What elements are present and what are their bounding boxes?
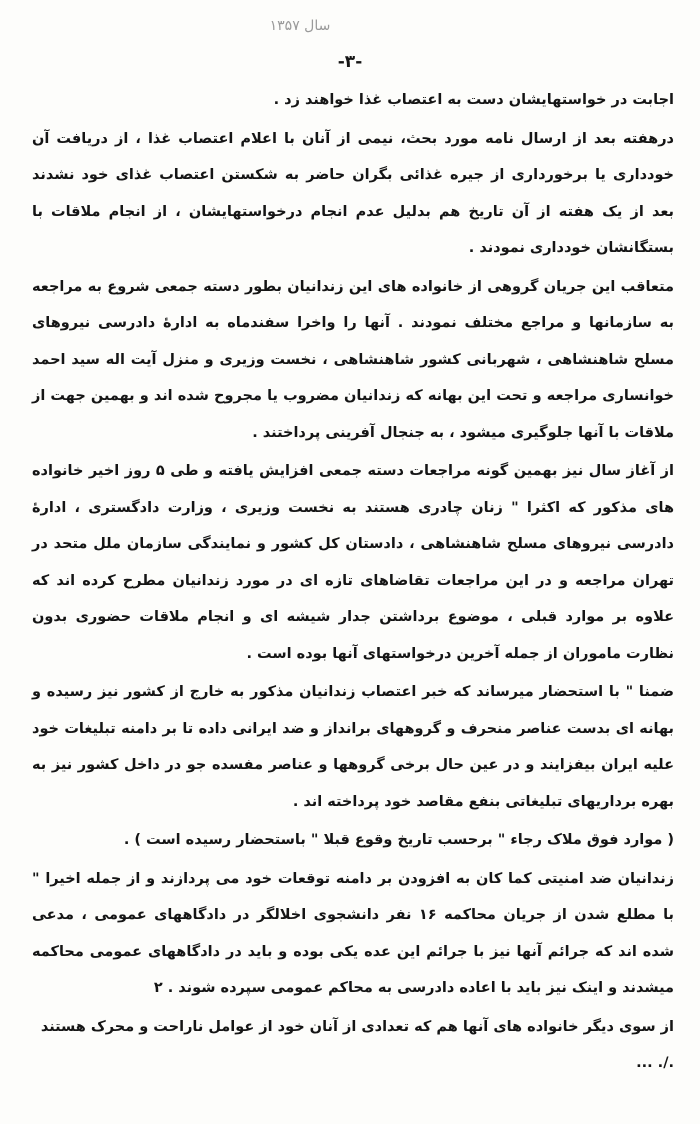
paragraph-2: درهفته بعد از ارسال نامه مورد بحث، نیمی از آنان با اعلام اعتصاب غذا ، از دریافت آن خودداری یا برخورداری از جیره غذائی بگران حاضر به شکستن اعتصاب غذای خود نشدند بعد از یک هفته از آن تاریخ هم بدلیل عدم انجام درخواستهایشان ، از انجام ملاقات با بستگانشان خودداری نمودند . bbox=[32, 130, 674, 256]
paragraph-1: اجابت در خواستهایشان دست به اعتصاب غذا خواهند زد . bbox=[273, 92, 674, 108]
paragraph-3: متعاقب این جریان گروهی از خانواده های این زندانیان بطور دسته جمعی شروع به مراجعه به سازمانها و مراجع مختلف نمودند . آنها را واخرا سفندماه به ادارهٔ دادرسی نیروهای مسلح شاهنشاهی ، شهربانی کشور شاهنشاهی ، نخست وزیری و منزل آیت اله سید احمد خوانساری مراجعه و تحت این بهانه که زندانیان مضروب یا مجروح شده اند و بهمین جهت از ملاقات با آنها جلوگیری میشود ، به جنجال آفرینی پرداختند . bbox=[32, 278, 674, 441]
paragraph-6: ( موارد فوق ملاک رجاء " برحسب تاریخ وقوع قبلا " باستحضار رسیده است ) . bbox=[123, 832, 674, 848]
paragraph-5: ضمنا " با استحضار میرساند که خبر اعتصاب زندانیان مذکور به خارج از کشور نیز رسیده و بهانه ای بدست عناصر منحرف و گروههای برانداز و ضد ایرانی داده تا بر دامنه تبلیغات خود علیه ایران بیفزایند و در عین حال برخی گروهها و عناصر مفسده جو در داخل کشور نیز به بهره برداریهای تبلیغاتی بنفع مقاصد خود پرداخته اند . bbox=[32, 684, 674, 810]
paragraph-7: زندانیان ضد امنیتی کما کان به افزودن بر دامنه توقعات خود می پردازند و از جمله اخیرا " با مطلع شدن از جریان محاکمه ۱۶ نفر دانشجوی اخلالگر در دادگاههای عمومی ، مدعی شده اند که جرائم آنها نیز با جرائم این عده یکی بوده و باید در دادگاههای عمومی محاکمه میشدند و اینک نیز باید با اعاده دادرسی به محاکم عمومی سپرده شوند . ۲ bbox=[32, 870, 674, 996]
paragraph-8: از سوی دیگر خانواده های آنها هم که تعدادی از آنان خود از عوامل ناراحت و محرک هستند ./. ... bbox=[40, 1018, 674, 1071]
faded-header-stamp: سال ۱۳۵۷ bbox=[269, 18, 331, 34]
document-body bbox=[32, 82, 674, 1082]
page-number: -۳- bbox=[337, 52, 363, 72]
paragraph-4: از آغاز سال نیز بهمین گونه مراجعات دسته جمعی افزایش یافته و طی ۵ روز اخیر خانواده های مذکور که اکثرا " زنان چادری هستند به نخست وزیری ، وزارت دادگستری ، ادارهٔ دادرسی نیروهای مسلح شاهنشاهی ، دادستان کل کشور و نمایندگی سازمان ملل متحد در تهران مراجعه و در این مراجعات تقاضاهای تازه ای در مورد زندانیان مطرح کرده اند که علاوه بر موارد قبلی ، موضوع برداشتن جدار شیشه ای و انجام ملاقات حضوری بدون نظارت ماموران از جمله آخرین درخواستهای آنها بوده است . bbox=[32, 463, 674, 662]
